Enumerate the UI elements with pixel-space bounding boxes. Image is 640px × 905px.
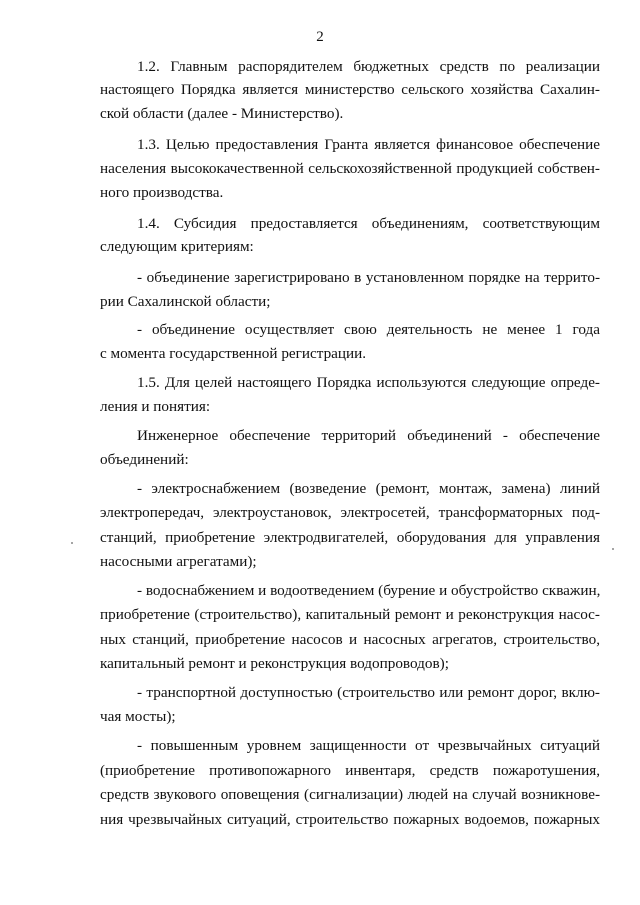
paragraph-line: (приобретение противопожарного инвентаря, средств пожаротушения, [100,762,600,779]
paragraph-line: Инженерное обеспечение территорий объединений - обеспечение [137,427,600,444]
paragraph-line: настоящего Порядка является министерство сельского хозяйства Сахалин- [100,81,600,98]
paragraph-line: средств звукового оповещения (сигнализации) людей на случай возникнове- [100,786,600,803]
page-number: 2 [316,29,324,45]
paragraph-line: - транспортной доступностью (строительство или ремонт дорог, вклю- [137,684,600,701]
paragraph-line: 1.5. Для целей настоящего Порядка используются следующие опреде- [137,374,600,391]
paragraph-line: 1.3. Целью предоставления Гранта является финансовое обеспечение [137,136,600,153]
paragraph-line: с момента государственной регистрации. [100,345,367,362]
paragraph-line: 1.2. Главным распорядителем бюджетных средств по реализации [137,58,600,75]
scan-speck [612,548,614,550]
paragraph-line: - объединение осуществляет свою деятельность не менее 1 года [137,321,600,338]
paragraph-line: - электроснабжением (возведение (ремонт, монтаж, замена) линий [137,480,600,497]
paragraph-line: ных станций, приобретение насосов и насосных агрегатов, строительство, [100,631,600,648]
paragraph-line: - повышенным уровнем защищенности от чрезвычайных ситуаций [137,737,600,754]
paragraph-line: насосными агрегатами); [100,553,257,570]
paragraph-line: ской области (далее - Министерство). [100,105,344,122]
paragraph-line: чая мосты); [100,708,176,725]
paragraph-line: 1.4. Субсидия предоставляется объединениям, соответствующим [137,215,600,232]
paragraph-line: рии Сахалинской области; [100,293,271,310]
paragraph-line: следующим критериям: [100,238,254,255]
paragraph-line: населения высококачественной сельскохозяйственной продукцией собствен- [100,160,600,177]
paragraph-line: ного производства. [100,184,224,201]
scan-speck [71,542,73,544]
paragraph-line: электропередач, электроустановок, электросетей, трансформаторных под- [100,504,600,521]
paragraph-line: станций, приобретение электродвигателей, оборудования для управления [100,529,600,546]
paragraph-line: - объединение зарегистрировано в установленном порядке на террито- [137,269,600,286]
paragraph-line: приобретение (строительство), капитальный ремонт и реконструкция насос- [100,606,600,623]
paragraph-line: ления и понятия: [100,398,211,415]
paragraph-line: объединений: [100,451,189,468]
paragraph-line: ния чрезвычайных ситуаций, строительство пожарных водоемов, пожарных [100,811,600,828]
paragraph-line: - водоснабжением и водоотведением (бурение и обустройство скважин, [137,582,601,599]
paragraph-line: капитальный ремонт и реконструкция водопроводов); [100,655,449,672]
